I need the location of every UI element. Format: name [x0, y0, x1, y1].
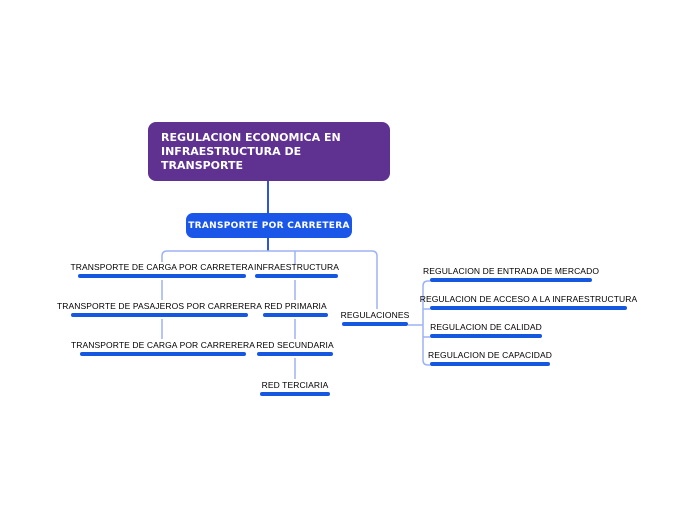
node-label: TRANSPORTE DE CARGA POR CARRERERA: [70, 340, 256, 350]
node-underline-bar: [257, 352, 333, 356]
node-underline-bar: [430, 362, 550, 366]
node-label: RED PRIMARIA: [264, 301, 327, 311]
node-red-terciaria[interactable]: [260, 380, 330, 396]
node-regulacion-entrada-mercado[interactable]: [422, 266, 600, 282]
node-underline-bar: [430, 334, 542, 338]
node-label: REGULACIONES: [340, 310, 410, 320]
node-label: REGULACION DE ACCESO A LA INFRAESTRUCTURA: [419, 294, 638, 304]
node-underline-bar: [255, 274, 338, 278]
node-label: TRANSPORTE DE CARGA POR CARRETERA: [70, 262, 254, 272]
node-label: REGULACION DE ENTRADA DE MERCADO: [422, 266, 600, 276]
node-underline-bar: [263, 313, 328, 317]
node-regulacion-capacidad[interactable]: [430, 350, 550, 366]
node-underline-bar: [78, 274, 246, 278]
node-label: REGULACION DE CAPACIDAD: [428, 350, 552, 360]
node-label: REGULACION DE CALIDAD: [430, 322, 542, 332]
node-underline-bar: [342, 322, 408, 326]
node-red-secundaria[interactable]: [257, 340, 333, 356]
node-transporte-pasajeros-carrerera[interactable]: [56, 301, 263, 317]
root-topic-label: REGULACION ECONOMICA EN INFRAESTRUCTURA DE TRANSPORTE: [161, 130, 341, 172]
node-label: TRANSPORTE DE PASAJEROS POR CARRERERA: [56, 301, 263, 311]
node-underline-bar: [260, 392, 330, 396]
main-topic-transporte-por-carretera[interactable]: [186, 213, 352, 238]
node-label: INFRAESTRUCTURA: [253, 262, 340, 272]
node-underline-bar: [80, 352, 246, 356]
node-regulacion-calidad[interactable]: [430, 322, 542, 338]
node-infraestructura[interactable]: [255, 262, 338, 278]
branch-connector-left: [162, 251, 268, 262]
node-underline-bar: [430, 278, 592, 282]
node-underline-bar: [71, 313, 248, 317]
node-red-primaria[interactable]: [263, 301, 328, 317]
node-regulacion-acceso-infraestructura[interactable]: [419, 294, 638, 310]
root-topic[interactable]: [148, 122, 390, 181]
node-label: RED TERCIARIA: [261, 380, 329, 390]
node-transporte-carga-carrerera[interactable]: [70, 340, 256, 356]
node-transporte-carga-carretera[interactable]: [70, 262, 254, 278]
node-regulaciones[interactable]: [342, 310, 408, 326]
main-topic-label: TRANSPORTE POR CARRETERA: [188, 220, 350, 231]
node-label: RED SECUNDARIA: [256, 340, 334, 350]
node-underline-bar: [430, 306, 627, 310]
